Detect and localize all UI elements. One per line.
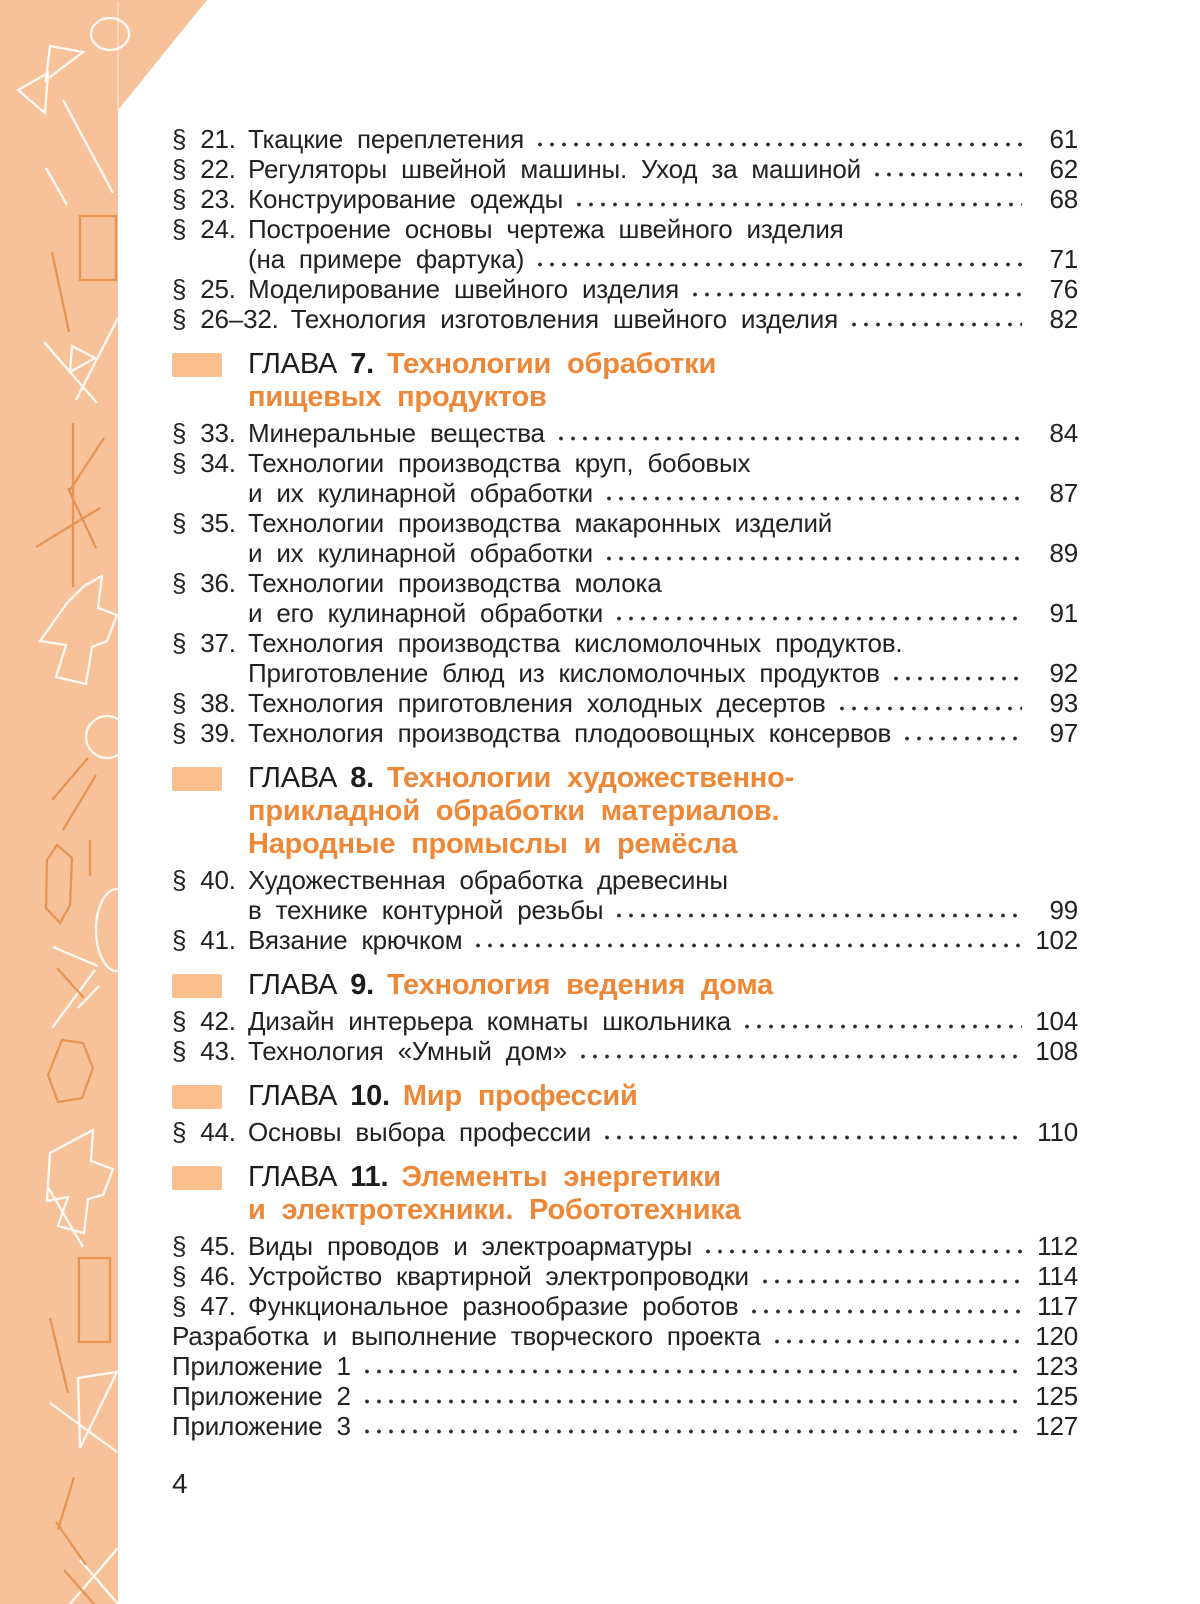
toc-entry-line [172,1321,1078,1351]
entry-number: § 25. [172,274,236,304]
entry-text: Приложение 2 [172,1381,351,1411]
entry-number: § 46. [172,1261,236,1291]
entry-page-number: 117 [1037,1291,1078,1321]
dot-leader [361,1428,1022,1435]
chapter-bullet-square [172,1085,222,1109]
dot-leader [534,141,1022,148]
toc-entry-line [172,274,1078,304]
entry-text: Приложение 3 [172,1411,351,1441]
chapter-heading-line [248,381,1078,414]
entry-title [248,244,524,274]
entry-number: § 45. [172,1231,236,1261]
toc-entry-line [172,214,1078,244]
dot-leader [613,615,1022,622]
chapter-heading-line [248,348,1078,381]
entry-text: Основы выбора профессии [248,1117,592,1147]
dot-leader [848,321,1022,328]
entry-number: § 35. [172,508,236,538]
toc-entry-line [172,688,1078,718]
entry-title [172,214,844,244]
chapter-heading-line [248,969,1078,1002]
toc-entry-line [248,895,1078,925]
chapter-heading [172,1080,1078,1113]
entry-text: Минеральные вещества [248,418,545,448]
entry-text: Приложение 1 [172,1351,351,1381]
entry-page-number: 120 [1035,1321,1078,1351]
entry-page-number: 76 [1049,274,1078,304]
toc-entry-line [172,1261,1078,1291]
entry-page-number: 108 [1035,1036,1078,1066]
chapter-bullet-square [172,1166,222,1190]
toc-entry-line [248,658,1078,688]
chapter-heading-line [248,1080,1078,1113]
entry-text: Регуляторы швейной машины. Уход за машиной [248,154,862,184]
entry-title [248,538,593,568]
dot-leader [555,435,1022,442]
entry-page-number: 97 [1049,718,1078,748]
chapter-title: Технологии художественно- [386,762,795,794]
entry-title [172,865,728,895]
entry-number: § 43. [172,1036,236,1066]
entry-page-number: 89 [1049,538,1078,568]
entry-number: § 40. [172,865,236,895]
entry-text: и их кулинарной обработки [248,538,593,568]
chapter-number: 9. [350,969,374,1001]
entry-text: Художественная обработка древесины [248,865,728,895]
page-number: 4 [172,1468,188,1499]
entry-title [248,598,603,628]
entry-number: § 23. [172,184,236,214]
toc-group [172,969,1078,1066]
entry-number: § 36. [172,568,236,598]
entry-text: Разработка и выполнение творческого проекта [172,1321,761,1351]
toc-entry-line [172,508,1078,538]
entry-text: Технологии производства макаронных изделий [248,508,833,538]
entry-title [172,274,679,304]
entry-text: Виды проводов и электроарматуры [248,1231,693,1261]
toc-group [172,762,1078,955]
chapter-heading-line [248,762,1078,795]
chapter-label: ГЛАВА [248,1080,338,1112]
entry-text: в технике контурной резьбы [248,895,604,925]
chapter-title: прикладной обработки материалов. [248,795,780,827]
toc-entry-line [172,1231,1078,1261]
dot-leader [741,1023,1022,1030]
entry-title [248,658,880,688]
entry-title [172,688,826,718]
entry-number: § 34. [172,448,236,478]
entry-text: Построение основы чертежа швейного изделия [248,214,844,244]
entry-page-number: 110 [1037,1117,1078,1147]
entry-number: § 22. [172,154,236,184]
dot-leader [361,1368,1022,1375]
entry-number: § 44. [172,1117,236,1147]
dot-leader [361,1398,1022,1405]
entry-title [172,448,750,478]
chapter-title: Народные промыслы и ремёсла [248,828,738,860]
dot-leader [836,705,1022,712]
toc-content [172,124,1078,1441]
dot-leader [577,1053,1022,1060]
entry-page-number: 93 [1049,688,1078,718]
entry-number: § 39. [172,718,236,748]
entry-text: и его кулинарной обработки [248,598,604,628]
dot-leader [759,1278,1022,1285]
entry-title [172,304,838,334]
toc-entry-line [172,304,1078,334]
entry-title [172,1036,567,1066]
dot-leader [901,735,1022,742]
entry-page-number: 84 [1049,418,1078,448]
toc-entry-line [172,154,1078,184]
entry-title [248,895,603,925]
entry-page-number: 112 [1037,1231,1078,1261]
dot-leader [603,495,1022,502]
entry-page-number: 125 [1035,1381,1078,1411]
entry-text: Технологии производства круп, бобовых [248,448,751,478]
entry-title [172,1381,351,1411]
chapter-heading-line [248,1194,1078,1227]
chapter-heading [172,762,1078,861]
toc-entry-line [172,1381,1078,1411]
entry-text: Дизайн интерьера комнаты школьника [248,1006,731,1036]
chapter-title: Технология ведения дома [386,969,774,1001]
toc-group [172,1161,1078,1441]
chapter-number: 8. [350,762,374,794]
entry-text: Ткацкие переплетения [248,124,524,154]
entry-title [172,1006,731,1036]
entry-title [172,124,524,154]
entry-text: Приготовление блюд из кисломолочных продуктов [248,658,880,688]
chapter-heading [172,348,1078,414]
entry-title [172,925,462,955]
entry-text: Технология «Умный дом» [248,1036,567,1066]
dot-leader [613,912,1022,919]
entry-page-number: 71 [1049,244,1078,274]
entry-page-number: 123 [1035,1351,1078,1381]
toc-entry-line [172,124,1078,154]
toc-entry-line [172,1036,1078,1066]
entry-text: Функциональное разнообразие роботов [248,1291,739,1321]
chapter-title: Элементы энергетики [401,1161,721,1193]
entry-title [172,718,891,748]
chapter-bullet-square [172,767,222,791]
entry-page-number: 127 [1035,1411,1078,1441]
dot-leader [771,1338,1022,1345]
entry-title [248,478,593,508]
entry-number: § 38. [172,688,236,718]
entry-title [172,154,861,184]
chapter-heading [172,1161,1078,1227]
dot-leader [871,171,1022,178]
dot-leader [748,1308,1022,1315]
entry-number: § 33. [172,418,236,448]
entry-page-number: 92 [1049,658,1078,688]
entry-number: § 42. [172,1006,236,1036]
entry-page-number: 91 [1049,598,1078,628]
chapter-heading-line [248,795,1078,828]
entry-text: Технологии производства молока [248,568,662,598]
dot-leader [702,1248,1022,1255]
toc-entry-line [172,718,1078,748]
toc-entry-line [172,184,1078,214]
entry-title [172,1261,749,1291]
entry-page-number: 61 [1049,124,1078,154]
entry-page-number: 102 [1035,925,1078,955]
entry-number: § 37. [172,628,236,658]
entry-page-number: 68 [1049,184,1078,214]
entry-title [172,508,832,538]
dot-leader [603,555,1022,562]
dot-leader [573,201,1022,208]
entry-text: Технология производства кисломолочных продуктов. [248,628,903,658]
toc-group [172,124,1078,334]
chapter-title: и электротехники. Робототехника [248,1194,741,1226]
toc-entry-line [172,1291,1078,1321]
chapter-number: 10. [350,1080,390,1112]
entry-number: § 26–32. [172,304,279,334]
entry-text: Технология приготовления холодных десертов [248,688,826,718]
toc-entry-line [248,244,1078,274]
entry-title [172,1117,591,1147]
dot-leader [601,1134,1022,1141]
entry-text: Конструирование одежды [248,184,564,214]
toc-entry-line [172,1117,1078,1147]
toc-entry-line [248,478,1078,508]
toc-entry-line [248,538,1078,568]
entry-text: и их кулинарной обработки [248,478,593,508]
toc-entry-line [172,925,1078,955]
chapter-title: Технологии обработки [386,348,717,380]
toc-entry-line [172,418,1078,448]
entry-title [172,184,563,214]
entry-number: § 24. [172,214,236,244]
chapter-bullet-square [172,974,222,998]
chapter-bullet-square [172,353,222,377]
entry-title [172,418,545,448]
chapter-title: пищевых продуктов [248,381,547,413]
toc-entry-line [248,598,1078,628]
chapter-heading-line [248,1161,1078,1194]
toc-entry-line [172,628,1078,658]
entry-number: § 47. [172,1291,236,1321]
entry-title [172,1231,692,1261]
entry-page-number: 114 [1037,1261,1078,1291]
toc-entry-line [172,1351,1078,1381]
toc-group [172,348,1078,748]
entry-page-number: 87 [1049,478,1078,508]
toc-entry-line [172,865,1078,895]
entry-page-number: 82 [1049,304,1078,334]
entry-title [172,1351,351,1381]
dot-leader [890,675,1022,682]
toc-entry-line [172,568,1078,598]
toc-entry-line [172,1006,1078,1036]
chapter-label: ГЛАВА [248,348,338,380]
entry-number: § 41. [172,925,236,955]
toc-entry-line [172,1411,1078,1441]
entry-title [172,1411,351,1441]
entry-text: Технология изготовления швейного изделия [290,304,838,334]
chapter-title: Мир профессий [402,1080,638,1112]
entry-page-number: 99 [1049,895,1078,925]
entry-text: Вязание крючком [248,925,463,955]
entry-number: § 21. [172,124,236,154]
chapter-heading [172,969,1078,1002]
entry-title [172,1291,738,1321]
entry-text: (на примере фартука) [248,244,525,274]
chapter-number: 11. [350,1161,389,1193]
dot-leader [689,291,1022,298]
entry-title [172,568,661,598]
toc-group [172,1080,1078,1147]
entry-text: Устройство квартирной электропроводки [248,1261,749,1291]
entry-text: Моделирование швейного изделия [248,274,679,304]
chapter-label: ГЛАВА [248,762,338,794]
chapter-number: 7. [350,348,374,380]
entry-title [172,628,902,658]
entry-page-number: 62 [1049,154,1078,184]
dot-leader [534,261,1022,268]
toc-entry-line [172,448,1078,478]
entry-text: Технология производства плодоовощных консервов [248,718,892,748]
dot-leader [472,942,1022,949]
chapter-heading-line [248,828,1078,861]
entry-title [172,1321,761,1351]
entry-page-number: 104 [1035,1006,1078,1036]
chapter-label: ГЛАВА [248,1161,338,1193]
chapter-label: ГЛАВА [248,969,338,1001]
